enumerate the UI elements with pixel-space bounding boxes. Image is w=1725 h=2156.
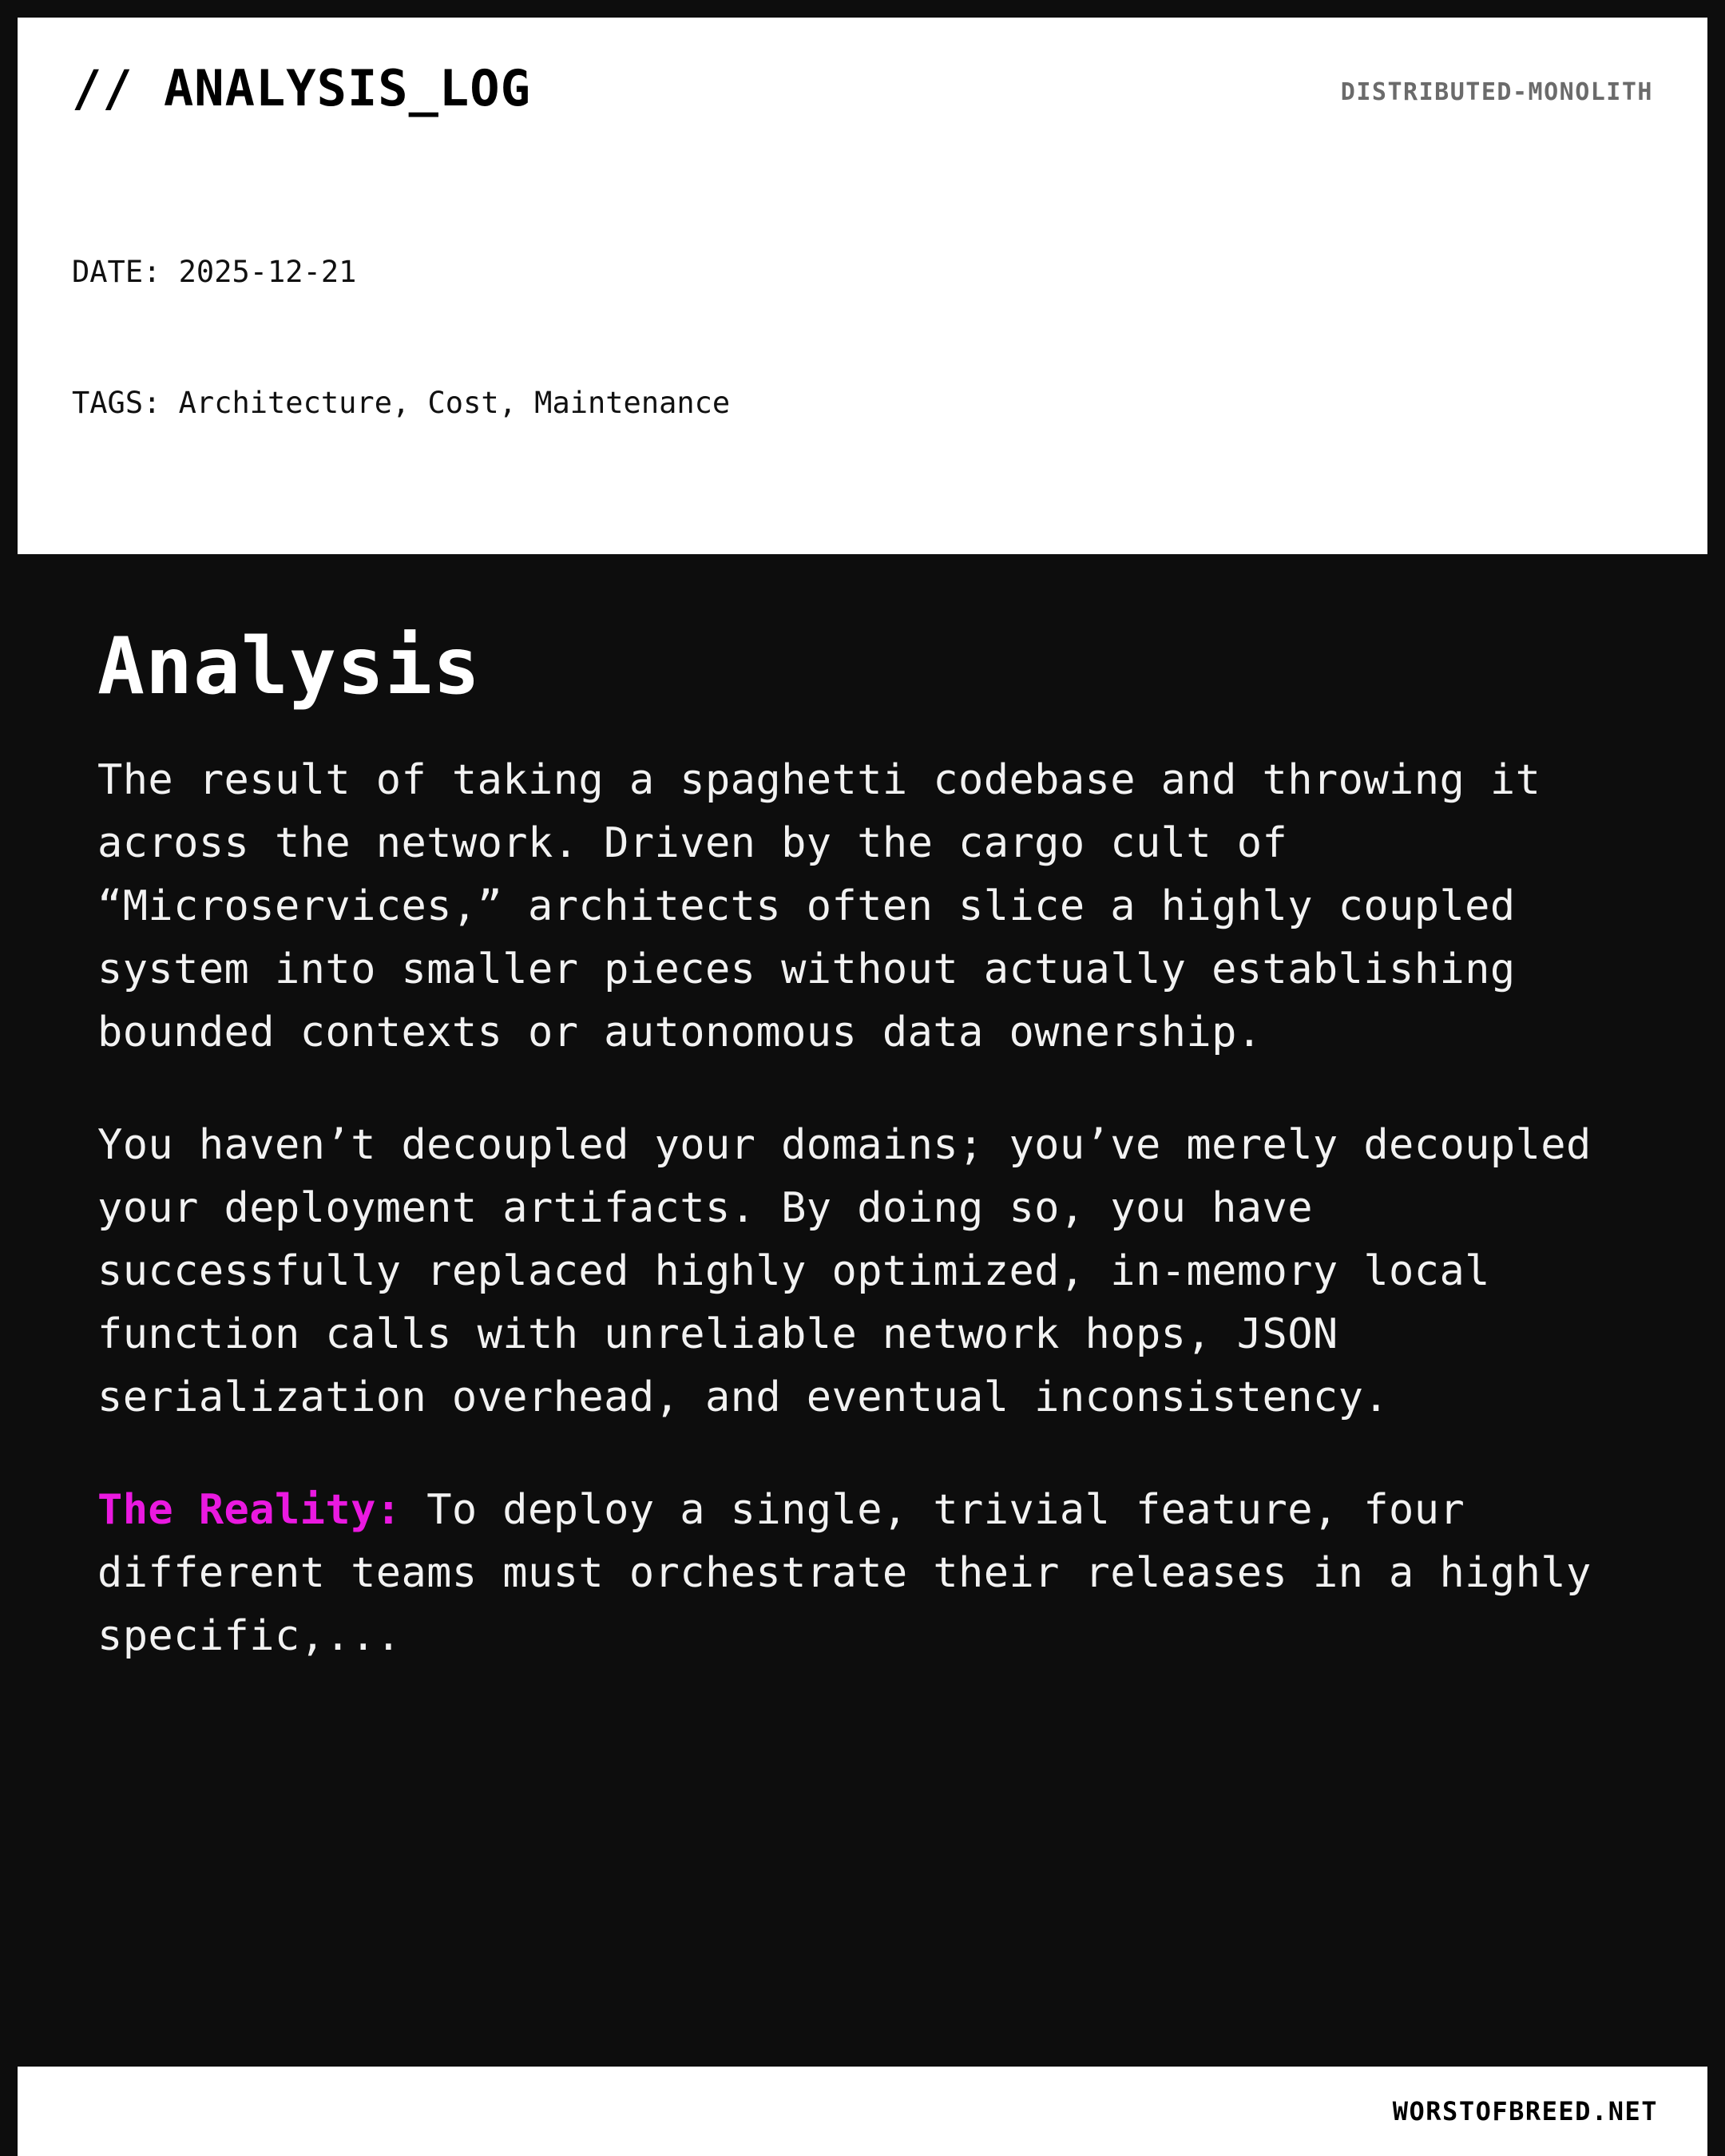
reality-label: The Reality: xyxy=(97,1486,402,1535)
header-panel xyxy=(18,18,1707,554)
page-title: // ANALYSIS_LOG xyxy=(72,59,531,117)
footer-panel xyxy=(18,2067,1707,2156)
main-content xyxy=(18,554,1707,2047)
analysis-paragraph-3 xyxy=(97,1479,1628,1668)
analysis-paragraph-1: The result of taking a spaghetti codebase and throwing it across the network. Driven by the cargo cult of “Microservices,” architects often slice a highly coupled system into smaller pieces without actually establishing bounded contexts or autonomous data ownership. xyxy=(97,756,1541,1057)
metadata-block xyxy=(72,163,1653,513)
header-top-row xyxy=(72,59,1653,117)
meta-date: DATE: 2025-12-21 xyxy=(72,254,357,289)
reality-text: To deploy a single, trivial feature, four different teams must orchestrate their releases in a highly specific,... xyxy=(97,1486,1592,1661)
analysis-paragraph-2: You haven’t decoupled your domains; you’ve merely decoupled your deployment artifacts. By doing so, you have successfully replaced highly optimized, in-memory local function calls with unreliable network hops, JSON serialization overhead, and eventual inconsistency. xyxy=(97,1121,1592,1422)
footer-brand: WORSTOFBREED.NET xyxy=(1392,2096,1658,2126)
meta-tags: TAGS: Architecture, Cost, Maintenance xyxy=(72,385,731,420)
section-heading: Analysis xyxy=(97,621,482,712)
header-kicker: DISTRIBUTED-MONOLITH xyxy=(1340,78,1653,106)
